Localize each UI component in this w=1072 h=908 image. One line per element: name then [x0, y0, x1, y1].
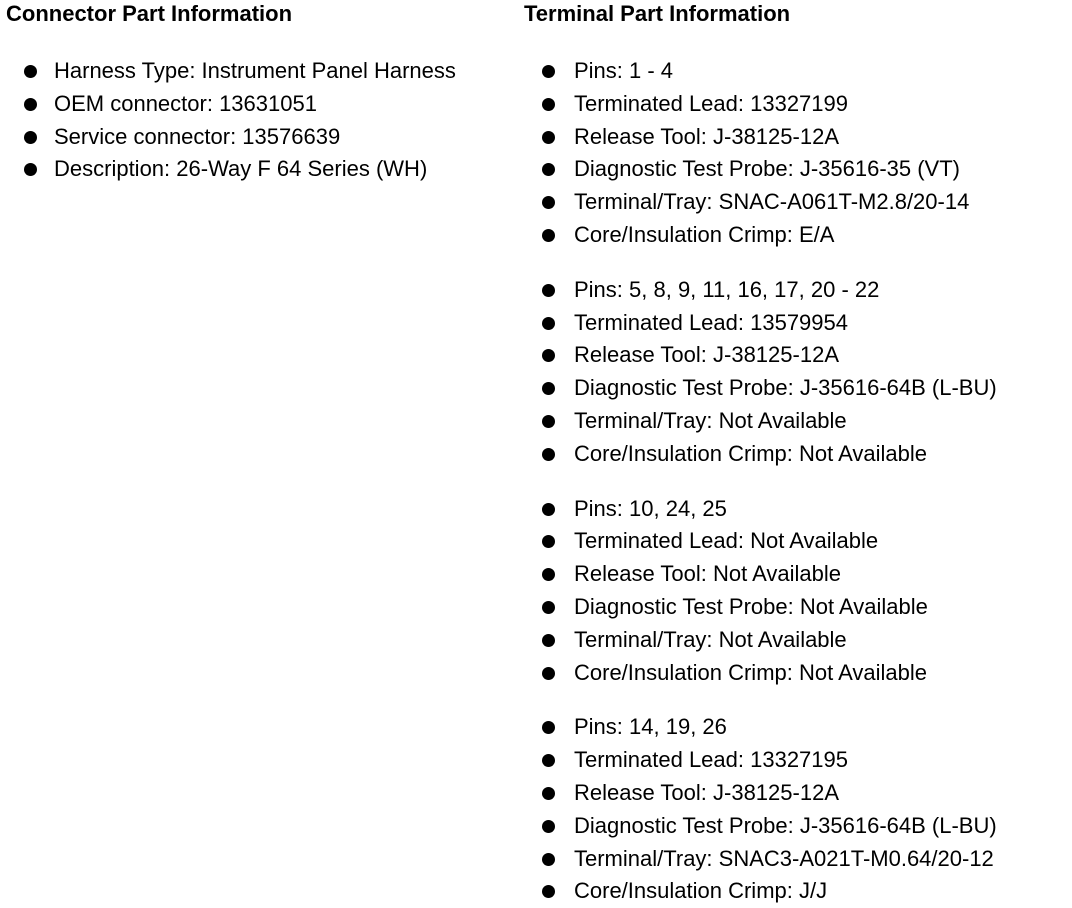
- list-item: [6, 121, 516, 154]
- list-item: [524, 307, 1069, 340]
- bullet-icon: [542, 448, 555, 461]
- bullet-icon: [542, 820, 555, 833]
- list-item: [524, 121, 1069, 154]
- list-item: [524, 55, 1069, 88]
- list-item-text: Description: 26-Way F 64 Series (WH): [54, 156, 428, 182]
- list-item: [524, 744, 1069, 777]
- list-item: [524, 777, 1069, 810]
- list-item-text: Core/Insulation Crimp: J/J: [574, 878, 828, 904]
- list-item-text: Terminated Lead: 13327195: [574, 747, 848, 773]
- list-item-text: Pins: 1 - 4: [574, 58, 674, 83]
- terminal-groups: [524, 55, 1069, 908]
- connector-section-title: Connector Part Information: [6, 1, 293, 26]
- bullet-icon: [24, 98, 37, 111]
- list-item-text: Core/Insulation Crimp: Not Available: [574, 440, 927, 466]
- list-item-text: OEM connector: 13631051: [54, 90, 317, 116]
- terminal-part-section: [524, 0, 1069, 908]
- list-item: [524, 186, 1069, 219]
- list-item: [524, 88, 1069, 121]
- list-item: [524, 438, 1069, 471]
- list-item-text: Terminal/Tray: Not Available: [574, 626, 847, 652]
- terminal-group-pins-5-22: [524, 274, 1069, 471]
- list-item: [524, 624, 1069, 657]
- bullet-icon: [542, 853, 555, 866]
- terminal-group-pins-1-4: [524, 55, 1069, 252]
- list-item-text: Terminal/Tray: SNAC-A061T-M2.8/20-14: [574, 189, 970, 215]
- list-item: [524, 274, 1069, 307]
- list-item: [524, 591, 1069, 624]
- list-item: [524, 875, 1069, 908]
- list-item: [524, 810, 1069, 843]
- list-item-text: Diagnostic Test Probe: J-35616-35 (VT): [574, 156, 960, 182]
- list-item-text: Diagnostic Test Probe: J-35616-64B (L-BU): [574, 375, 997, 401]
- list-item-text: Terminated Lead: Not Available: [574, 528, 879, 554]
- connector-part-section: [6, 0, 516, 186]
- connector-info-list: [6, 55, 516, 186]
- list-item: [6, 88, 516, 121]
- bullet-icon: [542, 601, 555, 614]
- list-item-text: Release Tool: Not Available: [574, 561, 842, 587]
- list-item-text: Harness Type: Instrument Panel Harness: [54, 58, 456, 83]
- list-item-text: Diagnostic Test Probe: Not Available: [574, 593, 928, 619]
- terminal-group-pins-10-24-25: [524, 493, 1069, 690]
- list-item: [6, 153, 516, 186]
- list-item-text: Pins: 14, 19, 26: [574, 714, 727, 740]
- list-item: [524, 657, 1069, 690]
- list-item-text: Release Tool: J-38125-12A: [574, 342, 839, 368]
- bullet-icon: [542, 503, 555, 516]
- list-item-text: Terminated Lead: 13327199: [574, 90, 848, 116]
- bullet-icon: [24, 65, 37, 78]
- list-item: [524, 339, 1069, 372]
- terminal-group-pins-14-19-26: [524, 711, 1069, 908]
- bullet-icon: [542, 131, 555, 144]
- terminal-section-title: Terminal Part Information: [524, 1, 791, 26]
- list-item: [524, 558, 1069, 591]
- list-item: [524, 843, 1069, 876]
- bullet-icon: [542, 415, 555, 428]
- list-item-text: Core/Insulation Crimp: E/A: [574, 221, 835, 247]
- bullet-icon: [542, 317, 555, 330]
- bullet-icon: [542, 787, 555, 800]
- bullet-icon: [542, 65, 555, 78]
- list-item-text: Release Tool: J-38125-12A: [574, 123, 839, 149]
- list-item-text: Pins: 10, 24, 25: [574, 495, 727, 521]
- list-item: [524, 525, 1069, 558]
- bullet-icon: [542, 634, 555, 647]
- bullet-icon: [542, 667, 555, 680]
- list-item-text: Pins: 5, 8, 9, 11, 16, 17, 20 - 22: [574, 276, 880, 302]
- bullet-icon: [542, 284, 555, 297]
- list-item: [524, 405, 1069, 438]
- list-item: [524, 153, 1069, 186]
- list-item-text: Terminal/Tray: Not Available: [574, 407, 847, 433]
- list-item: [6, 55, 516, 88]
- list-item-text: Diagnostic Test Probe: J-35616-64B (L-BU): [574, 812, 997, 838]
- list-item: [524, 493, 1069, 526]
- list-item: [524, 711, 1069, 744]
- list-item-text: Terminated Lead: 13579954: [574, 309, 848, 335]
- list-item-text: Release Tool: J-38125-12A: [574, 779, 839, 805]
- list-item-text: Service connector: 13576639: [54, 123, 341, 149]
- list-item: [524, 372, 1069, 405]
- bullet-icon: [542, 98, 555, 111]
- list-item-text: Core/Insulation Crimp: Not Available: [574, 659, 927, 685]
- bullet-icon: [542, 229, 555, 242]
- bullet-icon: [24, 131, 37, 144]
- list-item-text: Terminal/Tray: SNAC3-A021T-M0.64/20-12: [574, 845, 994, 871]
- list-item: [524, 219, 1069, 252]
